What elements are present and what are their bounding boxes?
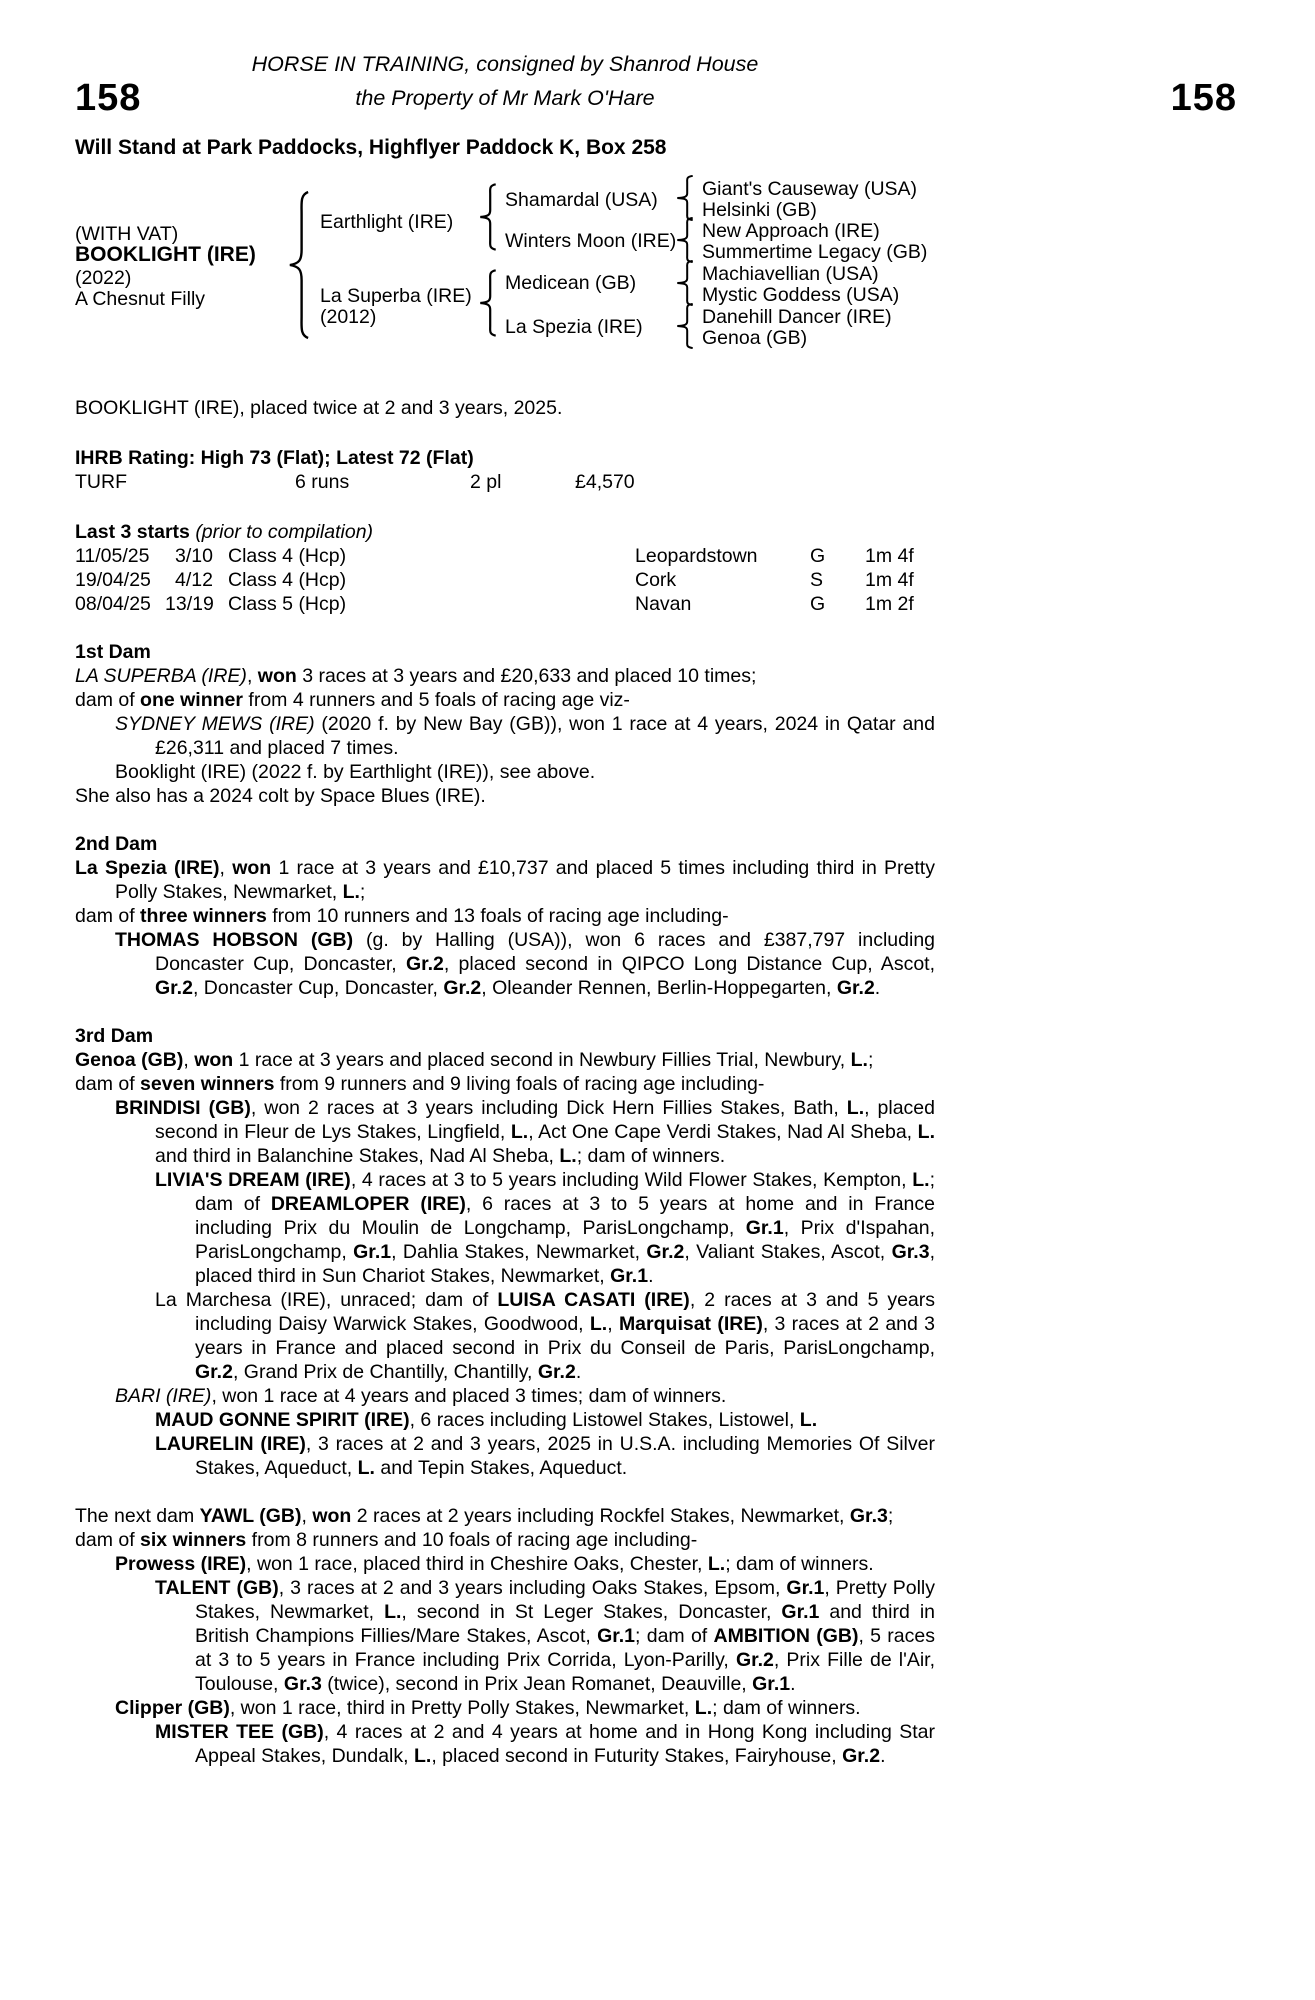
progeny-talent: TALENT (GB), 3 races at 2 and 3 years including Oaks Stakes, Epsom, Gr.1, Pretty Polly Stakes, Newmarket, L., second in St Leger Stakes, Doncaster, Gr.1 and third in British Champions Fillies/Mare Stakes, Ascot, Gr.1; dam of AMBITION (GB), 5 races at 3 to 5 years in France including Prix Corrida, Lyon-Parilly, Gr.2, Prix Fille de l'Air, Toulouse, Gr.3 (twice), second in Prix Jean Romanet, Deauville, Gr.1.	[155, 1577, 935, 1695]
race-stats-row	[75, 470, 935, 494]
progeny-sydney-mews: SYDNEY MEWS (IRE) (2020 f. by New Bay (GB)), won 1 race at 4 years, 2024 in Qatar and £26,311 and placed 7 times.	[115, 713, 935, 759]
section-next-dam	[75, 1504, 935, 1768]
second-dam-heading: 2nd Dam	[75, 833, 158, 855]
progeny-thomas-hobson: THOMAS HOBSON (GB) (g. by Halling (USA)), won 6 races and £387,797 including Doncaster Cup, Doncaster, Gr.2, placed second in QIPCO Long Distance Cup, Ascot, Gr.2, Doncaster Cup, Doncaster, Gr.2, Oleander Rennen, Berlin-Hoppegarten, Gr.2.	[115, 929, 936, 999]
third-dam-heading: 3rd Dam	[75, 1025, 154, 1047]
race-summary: BOOKLIGHT (IRE), placed twice at 2 and 3 years, 2025.	[75, 397, 563, 419]
pedigree-brace-gg4	[674, 303, 696, 349]
granddam-2: La Spezia (IRE)	[505, 316, 643, 338]
section-third-dam	[75, 1024, 935, 1480]
lot-header-row	[0, 76, 1315, 126]
progeny-mister-tee: MISTER TEE (GB), 4 races at 2 and 4 years at home and in Hong Kong including Star Appeal Stakes, Dundalk, L., placed second in Futurity Stakes, Fairyhouse, Gr.2.	[155, 1721, 935, 1767]
pedigree-brace-sire	[477, 183, 499, 251]
last-starts-heading: Last 3 starts (prior to compilation)	[75, 521, 374, 543]
lot-number-left: 158	[75, 77, 142, 119]
stats-placed: 2 pl	[470, 471, 502, 493]
dam-name: La Superba (IRE)	[320, 285, 472, 307]
great-grandparent-2: Helsinki (GB)	[702, 199, 817, 221]
progeny-maud-gonne-spirit: MAUD GONNE SPIRIT (IRE), 6 races including Listowel Stakes, Listowel, L.	[155, 1409, 818, 1431]
start-course: Navan	[635, 593, 692, 615]
first-dam-produce-line: dam of one winner from 4 runners and 5 foals of racing age viz-	[75, 689, 630, 711]
pedigree-brace-dam	[477, 269, 499, 337]
start-race: Class 4 (Hcp)	[228, 545, 347, 567]
stats-earnings: £4,570	[575, 471, 635, 493]
first-dam-heading: 1st Dam	[75, 641, 151, 663]
consignment-line: HORSE IN TRAINING, consigned by Shanrod House	[251, 52, 759, 76]
progeny-booklight: Booklight (IRE) (2022 f. by Earthlight (IRE)), see above.	[115, 761, 596, 783]
pedigree-brace-gg2	[674, 217, 696, 263]
start-going: G	[810, 545, 826, 567]
grandsire-1: Shamardal (USA)	[505, 189, 658, 211]
second-dam-mare-line: La Spezia (IRE), won 1 race at 3 years and £10,737 and placed 5 times including third in Pretty Polly Stakes, Newmarket, L.;	[75, 857, 935, 903]
horse-name: BOOKLIGHT (IRE)	[75, 243, 256, 266]
progeny-clipper: Clipper (GB), won 1 race, third in Pretty Polly Stakes, Newmarket, L.; dam of winners.	[115, 1697, 861, 1719]
third-dam-produce-line: dam of seven winners from 9 runners and 9 living foals of racing age including-	[75, 1073, 765, 1095]
start-row-1	[75, 544, 1075, 568]
great-grandparent-7: Danehill Dancer (IRE)	[702, 306, 892, 328]
start-course: Leopardstown	[635, 545, 758, 567]
first-dam-mare-line: LA SUPERBA (IRE), won 3 races at 3 years and £20,633 and placed 10 times;	[75, 665, 757, 687]
section-second-dam	[75, 832, 935, 1000]
start-going: S	[810, 569, 824, 591]
vat-note: (WITH VAT)	[75, 223, 179, 245]
stand-location-line: Will Stand at Park Paddocks, Highflyer Paddock K, Box 258	[75, 136, 667, 159]
start-course: Cork	[635, 569, 677, 591]
foaling-year: (2022)	[75, 267, 132, 289]
start-row-3	[75, 592, 1075, 616]
start-going: G	[810, 593, 826, 615]
next-dam-produce-line: dam of six winners from 8 runners and 10 foals of racing age including-	[75, 1529, 698, 1551]
start-date: 08/04/25	[75, 593, 151, 615]
start-position: 13/19	[165, 593, 214, 615]
start-race: Class 4 (Hcp)	[228, 569, 347, 591]
progeny-la-marchesa: La Marchesa (IRE), unraced; dam of LUISA CASATI (IRE), 2 races at 3 and 5 years including Daisy Warwick Stakes, Goodwood, L., Marquisat (IRE), 3 races at 2 and 3 years in France and placed second in Prix du Conseil de Paris, ParisLongchamp, Gr.2, Grand Prix de Chantilly, Chantilly, Gr.2.	[155, 1289, 936, 1383]
sire-name: Earthlight (IRE)	[320, 211, 454, 233]
section-first-dam	[75, 640, 935, 808]
next-dam-mare-line: The next dam YAWL (GB), won 2 races at 2 years including Rockfel Stakes, Newmarket, Gr.3;	[75, 1505, 894, 1527]
start-position: 4/12	[175, 569, 213, 591]
start-distance: 1m 4f	[865, 569, 914, 591]
lot-number-right: 158	[1170, 77, 1237, 119]
grandsire-2: Medicean (GB)	[505, 272, 637, 294]
third-dam-mare-line: Genoa (GB), won 1 race at 3 years and placed second in Newbury Fillies Trial, Newbury, L.;	[75, 1049, 874, 1071]
start-distance: 1m 2f	[865, 593, 914, 615]
pedigree-brace-gg1	[674, 175, 696, 221]
start-distance: 1m 4f	[865, 545, 914, 567]
start-row-2	[75, 568, 1075, 592]
pedigree-brace-main	[286, 189, 312, 341]
pedigree-table	[0, 174, 1315, 366]
start-race: Class 5 (Hcp)	[228, 593, 347, 615]
great-grandparent-4: Summertime Legacy (GB)	[702, 241, 928, 263]
rating-line: IHRB Rating: High 73 (Flat); Latest 72 (Flat)	[75, 447, 474, 469]
second-dam-produce-line: dam of three winners from 10 runners and 13 foals of racing age including-	[75, 905, 729, 927]
start-date: 19/04/25	[75, 569, 151, 591]
granddam-1: Winters Moon (IRE)	[505, 230, 677, 252]
progeny-livias-dream: LIVIA'S DREAM (IRE), 4 races at 3 to 5 years including Wild Flower Stakes, Kempton, L.; dam of DREAMLOPER (IRE), 6 races at 3 to 5 years at home and in France including Prix du Moulin de Longchamp, ParisLongchamp, Gr.1, Prix d'Ispahan, ParisLongchamp, Gr.1, Dahlia Stakes, Newmarket, Gr.2, Valiant Stakes, Ascot, Gr.3, placed third in Sun Chariot Stakes, Newmarket, Gr.1.	[155, 1169, 935, 1287]
dam-year: (2012)	[320, 306, 377, 328]
first-dam-extra-note: She also has a 2024 colt by Space Blues (IRE).	[75, 785, 486, 807]
stats-runs: 6 runs	[295, 471, 350, 493]
stats-surface: TURF	[75, 471, 127, 493]
property-line: the Property of Mr Mark O'Hare	[355, 86, 655, 110]
great-grandparent-1: Giant's Causeway (USA)	[702, 178, 918, 200]
progeny-bari: BARI (IRE), won 1 race at 4 years and placed 3 times; dam of winners.	[115, 1385, 727, 1407]
progeny-laurelin: LAURELIN (IRE), 3 races at 2 and 3 years, 2025 in U.S.A. including Memories Of Silver Stakes, Aqueduct, L. and Tepin Stakes, Aqueduct.	[155, 1433, 935, 1479]
progeny-brindisi: BRINDISI (GB), won 2 races at 3 years including Dick Hern Fillies Stakes, Bath, L., placed second in Fleur de Lys Stakes, Lingfield, L., Act One Cape Verdi Stakes, Nad Al Sheba, L. and third in Balanchine Stakes, Nad Al Sheba, L.; dam of winners.	[115, 1097, 935, 1167]
great-grandparent-5: Machiavellian (USA)	[702, 263, 879, 285]
great-grandparent-6: Mystic Goddess (USA)	[702, 284, 900, 306]
start-position: 3/10	[175, 545, 213, 567]
sex-colour: A Chesnut Filly	[75, 288, 206, 310]
great-grandparent-3: New Approach (IRE)	[702, 220, 880, 242]
great-grandparent-8: Genoa (GB)	[702, 327, 808, 349]
progeny-prowess: Prowess (IRE), won 1 race, placed third in Cheshire Oaks, Chester, L.; dam of winners.	[115, 1553, 874, 1575]
pedigree-brace-gg3	[674, 260, 696, 306]
start-date: 11/05/25	[75, 545, 150, 567]
